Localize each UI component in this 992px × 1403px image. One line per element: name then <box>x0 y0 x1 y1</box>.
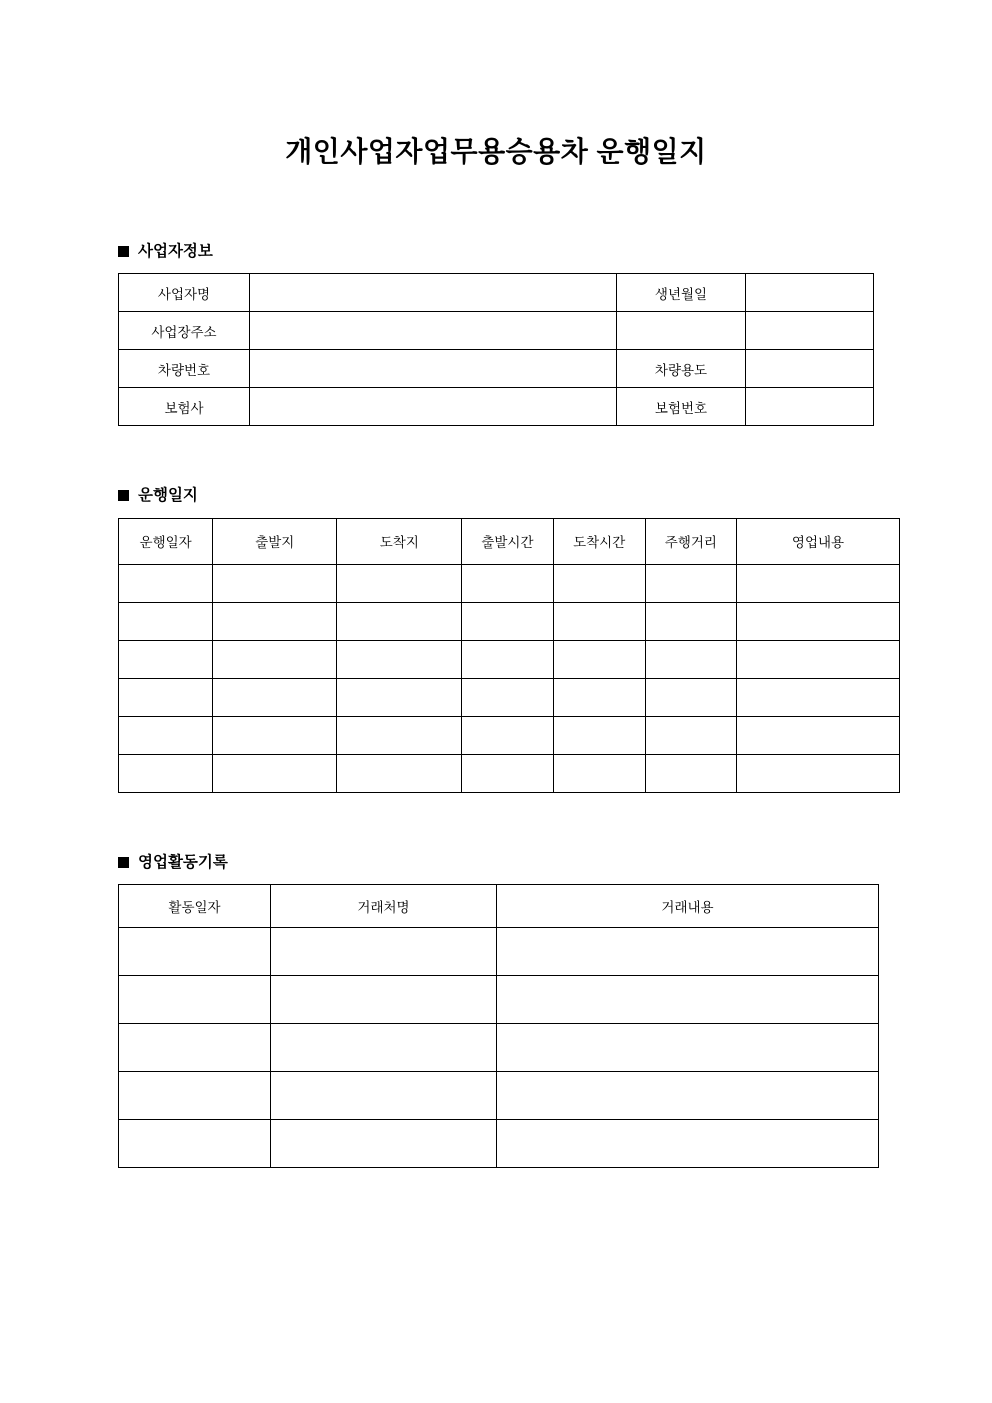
cell-transaction-detail[interactable] <box>497 1120 879 1168</box>
table-row <box>119 1024 879 1072</box>
cell-business-detail[interactable] <box>737 678 900 716</box>
column-header-activity-date: 활동일자 <box>119 885 271 928</box>
cell-arrival-place[interactable] <box>337 716 462 754</box>
field-label-business-name: 사업자명 <box>119 274 250 312</box>
field-label-business-address: 사업장주소 <box>119 312 250 350</box>
cell-distance[interactable] <box>645 754 736 792</box>
cell-distance[interactable] <box>645 716 736 754</box>
table-row <box>119 274 874 312</box>
section-heading-label: 운행일지 <box>138 487 198 505</box>
cell-transaction-detail[interactable] <box>497 976 879 1024</box>
column-header-departure-place: 출발지 <box>213 518 337 564</box>
cell-client-name[interactable] <box>271 1072 497 1120</box>
section-heading-business-info <box>118 244 992 260</box>
field-value-insurance-number[interactable] <box>746 388 874 426</box>
square-bullet-icon <box>118 246 129 257</box>
column-header-client-name: 거래처명 <box>271 885 497 928</box>
table-row <box>119 754 900 792</box>
cell-transaction-detail[interactable] <box>497 1072 879 1120</box>
field-value-business-address[interactable] <box>250 312 617 350</box>
cell-departure-place[interactable] <box>213 564 337 602</box>
column-header-transaction-detail: 거래내용 <box>497 885 879 928</box>
field-label-birthdate: 생년월일 <box>617 274 746 312</box>
section-heading-driving-log <box>118 488 992 504</box>
cell-departure-time[interactable] <box>462 716 553 754</box>
cell-activity-date[interactable] <box>119 1072 271 1120</box>
table-header-row <box>119 518 900 564</box>
cell-departure-place[interactable] <box>213 754 337 792</box>
field-value-insurance-company[interactable] <box>250 388 617 426</box>
cell-client-name[interactable] <box>271 1120 497 1168</box>
spacer-section-1 <box>0 426 992 488</box>
cell-departure-time[interactable] <box>462 754 553 792</box>
cell-departure-time[interactable] <box>462 678 553 716</box>
field-label-empty <box>617 312 746 350</box>
cell-arrival-time[interactable] <box>553 754 645 792</box>
spacer-section-2 <box>0 793 992 855</box>
cell-business-detail[interactable] <box>737 754 900 792</box>
column-header-business-detail: 영업내용 <box>737 518 900 564</box>
table-row <box>119 678 900 716</box>
cell-arrival-place[interactable] <box>337 678 462 716</box>
cell-activity-date[interactable] <box>119 928 271 976</box>
cell-business-detail[interactable] <box>737 602 900 640</box>
table-row <box>119 602 900 640</box>
cell-arrival-place[interactable] <box>337 602 462 640</box>
sales-activity-table <box>118 884 879 1168</box>
cell-distance[interactable] <box>645 602 736 640</box>
table-row <box>119 976 879 1024</box>
field-label-insurance-number: 보험번호 <box>617 388 746 426</box>
column-header-arrival-time: 도착시간 <box>553 518 645 564</box>
cell-departure-time[interactable] <box>462 564 553 602</box>
column-header-departure-time: 출발시간 <box>462 518 553 564</box>
field-label-vehicle-number: 차량번호 <box>119 350 250 388</box>
table-row <box>119 640 900 678</box>
cell-drive-date[interactable] <box>119 754 213 792</box>
cell-business-detail[interactable] <box>737 564 900 602</box>
field-value-vehicle-usage[interactable] <box>746 350 874 388</box>
cell-drive-date[interactable] <box>119 564 213 602</box>
driving-log-table <box>118 518 900 793</box>
cell-transaction-detail[interactable] <box>497 1024 879 1072</box>
table-row <box>119 1072 879 1120</box>
cell-arrival-time[interactable] <box>553 678 645 716</box>
cell-drive-date[interactable] <box>119 678 213 716</box>
column-header-distance: 주행거리 <box>645 518 736 564</box>
cell-activity-date[interactable] <box>119 976 271 1024</box>
cell-drive-date[interactable] <box>119 602 213 640</box>
square-bullet-icon <box>118 490 129 501</box>
cell-arrival-time[interactable] <box>553 640 645 678</box>
cell-business-detail[interactable] <box>737 716 900 754</box>
cell-transaction-detail[interactable] <box>497 928 879 976</box>
square-bullet-icon <box>118 857 129 868</box>
spacer-log <box>0 504 992 518</box>
field-value-birthdate[interactable] <box>746 274 874 312</box>
cell-departure-place[interactable] <box>213 640 337 678</box>
cell-departure-place[interactable] <box>213 716 337 754</box>
cell-arrival-time[interactable] <box>553 564 645 602</box>
cell-activity-date[interactable] <box>119 1024 271 1072</box>
cell-departure-time[interactable] <box>462 640 553 678</box>
cell-distance[interactable] <box>645 564 736 602</box>
spacer-act <box>0 870 992 884</box>
field-value-business-name[interactable] <box>250 274 617 312</box>
section-heading-label: 영업활동기록 <box>138 853 228 871</box>
cell-activity-date[interactable] <box>119 1120 271 1168</box>
table-row <box>119 350 874 388</box>
cell-departure-place[interactable] <box>213 602 337 640</box>
cell-departure-time[interactable] <box>462 602 553 640</box>
table-row <box>119 564 900 602</box>
cell-arrival-time[interactable] <box>553 716 645 754</box>
page-title: 개인사업자업무용승용차 운행일지 <box>285 136 707 167</box>
cell-arrival-place[interactable] <box>337 564 462 602</box>
section-heading-sales-activity <box>118 855 992 871</box>
field-label-insurance-company: 보험사 <box>119 388 250 426</box>
business-info-table <box>118 273 874 426</box>
section-heading-label: 사업자정보 <box>138 242 213 260</box>
table-row <box>119 928 879 976</box>
table-row <box>119 312 874 350</box>
cell-arrival-place[interactable] <box>337 640 462 678</box>
field-value-vehicle-number[interactable] <box>250 350 617 388</box>
cell-arrival-time[interactable] <box>553 602 645 640</box>
table-header-row <box>119 885 879 928</box>
cell-drive-date[interactable] <box>119 640 213 678</box>
field-value-empty[interactable] <box>746 312 874 350</box>
table-row <box>119 1120 879 1168</box>
field-label-vehicle-usage: 차량용도 <box>617 350 746 388</box>
cell-drive-date[interactable] <box>119 716 213 754</box>
cell-arrival-place[interactable] <box>337 754 462 792</box>
table-row <box>119 716 900 754</box>
cell-client-name[interactable] <box>271 976 497 1024</box>
cell-distance[interactable] <box>645 678 736 716</box>
cell-distance[interactable] <box>645 640 736 678</box>
table-row <box>119 388 874 426</box>
column-header-drive-date: 운행일자 <box>119 518 213 564</box>
cell-departure-place[interactable] <box>213 678 337 716</box>
column-header-arrival-place: 도착지 <box>337 518 462 564</box>
cell-client-name[interactable] <box>271 1024 497 1072</box>
spacer-biz <box>0 259 992 273</box>
cell-client-name[interactable] <box>271 928 497 976</box>
cell-business-detail[interactable] <box>737 640 900 678</box>
spacer-title <box>0 169 992 244</box>
